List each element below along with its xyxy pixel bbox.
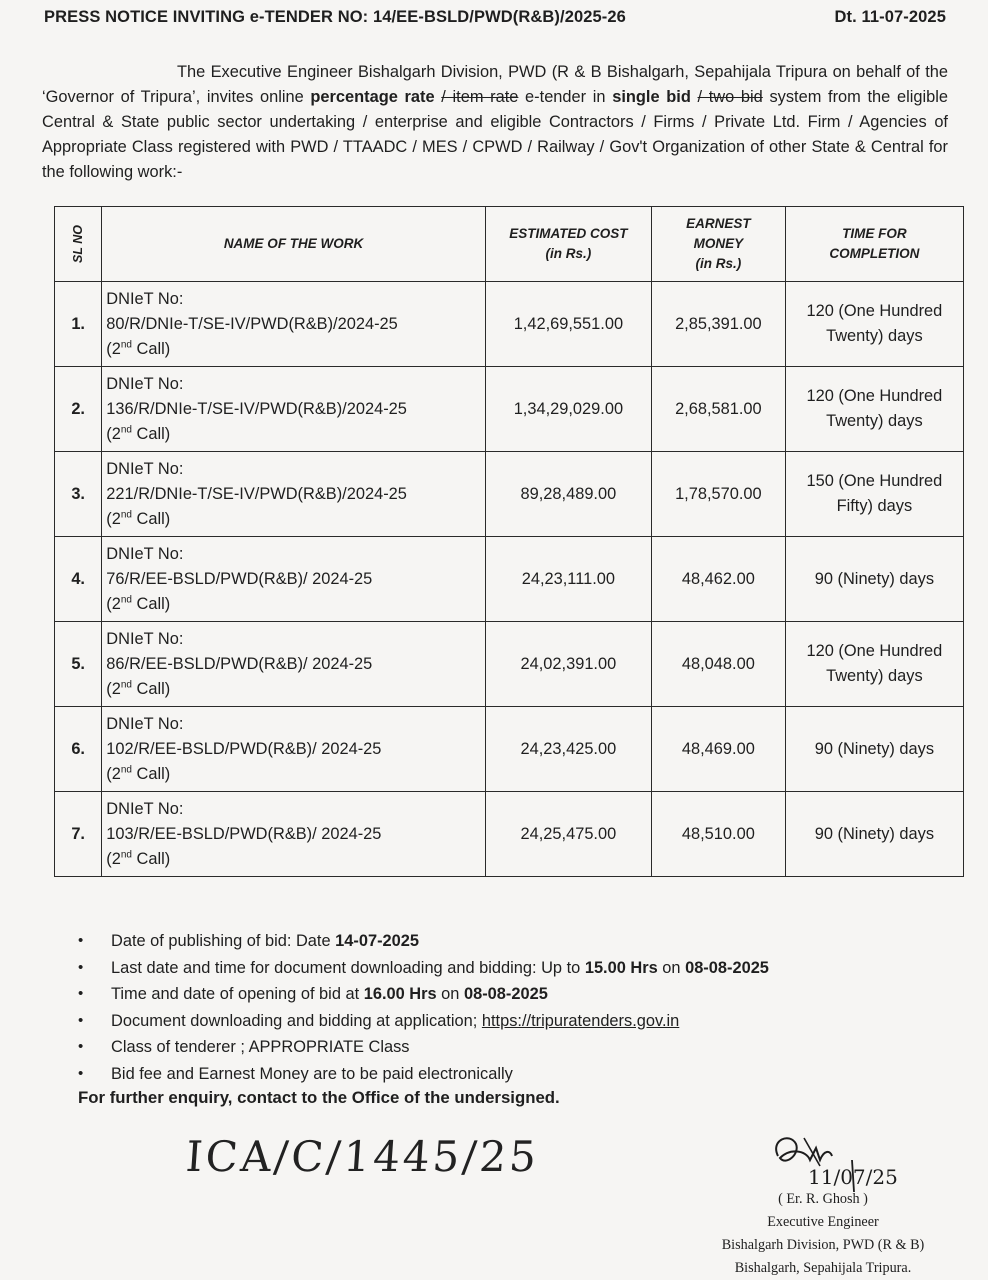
work-name-header: NAME OF THE WORK	[102, 207, 486, 282]
estimated-cost-cell: 24,25,475.00	[485, 792, 651, 877]
earnest-money-cell: 48,462.00	[651, 537, 785, 622]
table-row	[55, 452, 964, 537]
completion-time-header: TIME FOR COMPLETION	[785, 207, 963, 282]
table-row	[55, 282, 964, 367]
estimated-cost-cell: 24,02,391.00	[485, 622, 651, 707]
estimated-cost-header: ESTIMATED COST (in Rs.)	[485, 207, 651, 282]
completion-time-cell: 120 (One Hundred Twenty) days	[785, 367, 963, 452]
list-item: • Last date and time for document downloading and bidding: Up to 15.00 Hrs on 08-08-2025	[78, 955, 769, 982]
sl-no-cell: 3.	[55, 452, 102, 537]
completion-time-cell: 90 (Ninety) days	[785, 707, 963, 792]
bid-type: single bid	[612, 88, 691, 106]
earnest-money-header: EARNEST MONEY (in Rs.)	[651, 207, 785, 282]
list-item: • Date of publishing of bid: Date 14-07-2025	[78, 928, 769, 955]
sl-no-cell: 1.	[55, 282, 102, 367]
earnest-money-cell: 1,78,570.00	[651, 452, 785, 537]
table-row	[55, 792, 964, 877]
signatory-division: Bishalgarh Division, PWD (R & B)	[721, 1237, 925, 1253]
intro-paragraph	[42, 60, 948, 185]
signatory-name: ( Er. R. Ghosh )	[778, 1191, 868, 1207]
notice-date: Dt. 11-07-2025	[834, 8, 946, 26]
work-name-cell: DNIeT No: 86/R/EE-BSLD/PWD(R&B)/ 2024-25 (2nd Call)	[102, 622, 486, 707]
sl-no-cell: 7.	[55, 792, 102, 877]
work-name-cell: DNIeT No: 103/R/EE-BSLD/PWD(R&B)/ 2024-25 (2nd Call)	[102, 792, 486, 877]
estimated-cost-cell: 1,34,29,029.00	[485, 367, 651, 452]
notice-title: PRESS NOTICE INVITING e-TENDER NO: 14/EE-BSLD/PWD(R&B)/2025-26	[44, 8, 626, 26]
table-row	[55, 367, 964, 452]
earnest-money-cell: 48,048.00	[651, 622, 785, 707]
list-item: • Class of tenderer ; APPROPRIATE Class	[78, 1034, 769, 1061]
work-name-cell: DNIeT No: 221/R/DNIe-T/SE-IV/PWD(R&B)/2024-25 (2nd Call)	[102, 452, 486, 537]
signatory-place: Bishalgarh, Sepahijala Tripura.	[734, 1260, 912, 1276]
struck-item-rate: / item rate	[441, 88, 519, 106]
tender-portal-link[interactable]: https://tripuratenders.gov.in	[481, 1011, 680, 1030]
estimated-cost-cell: 24,23,111.00	[485, 537, 651, 622]
work-name-cell: DNIeT No: 76/R/EE-BSLD/PWD(R&B)/ 2024-25 (2nd Call)	[102, 537, 486, 622]
list-item: • Time and date of opening of bid at 16.00 Hrs on 08-08-2025	[78, 981, 769, 1008]
table-row	[55, 537, 964, 622]
earnest-money-cell: 2,85,391.00	[651, 282, 785, 367]
intro-text-3: system from the eligible Central & State public sector undertaking / enterprise and eligible Contractors / Firms / Private Ltd. Firm / Agencies of Appropriate Class registered with PWD / TTAADC / MES / CPWD / Railway / Gov't Organization of other State & Central for the following work:-	[42, 88, 948, 181]
completion-time-cell: 90 (Ninety) days	[785, 792, 963, 877]
works-table	[54, 206, 964, 877]
signatory-designation: Executive Engineer	[767, 1214, 879, 1230]
earnest-money-cell: 2,68,581.00	[651, 367, 785, 452]
sl-no-cell: 4.	[55, 537, 102, 622]
rate-type: percentage rate	[310, 88, 435, 106]
intro-text-2: e-tender in	[518, 88, 613, 106]
sl-no-cell: 2.	[55, 367, 102, 452]
work-name-cell: DNIeT No: 80/R/DNIe-T/SE-IV/PWD(R&B)/2024-25 (2nd Call)	[102, 282, 486, 367]
signature-mark	[760, 1126, 910, 1196]
estimated-cost-cell: 24,23,425.00	[485, 707, 651, 792]
estimated-cost-cell: 89,28,489.00	[485, 452, 651, 537]
work-name-cell: DNIeT No: 136/R/DNIe-T/SE-IV/PWD(R&B)/2024-25 (2nd Call)	[102, 367, 486, 452]
completion-time-cell: 90 (Ninety) days	[785, 537, 963, 622]
table-header-row	[55, 207, 964, 282]
sl-no-cell: 6.	[55, 707, 102, 792]
signature-date: 11/07/25	[808, 1165, 898, 1189]
list-item: • Bid fee and Earnest Money are to be paid electronically	[78, 1061, 769, 1088]
intro-text-1: The Executive Engineer Bishalgarh Division, PWD (R & B Bishalgarh, Sepahijala Tripura on behalf of the ‘Governor of Tripura’, invites online	[42, 63, 948, 106]
handwritten-reference: ICA/C/1445/25	[184, 1132, 541, 1181]
sl-no-cell: 5.	[55, 622, 102, 707]
tender-notes-list	[78, 928, 769, 1087]
earnest-money-cell: 48,510.00	[651, 792, 785, 877]
completion-time-cell: 120 (One Hundred Twenty) days	[785, 622, 963, 707]
notice-header	[44, 8, 946, 27]
completion-time-cell: 150 (One Hundred Fifty) days	[785, 452, 963, 537]
earnest-money-cell: 48,469.00	[651, 707, 785, 792]
sl-no-header: SL NO	[55, 207, 102, 282]
estimated-cost-cell: 1,42,69,551.00	[485, 282, 651, 367]
completion-time-cell: 120 (One Hundred Twenty) days	[785, 282, 963, 367]
signature-block	[668, 1188, 978, 1280]
list-item: • Document downloading and bidding at application; https://tripuratenders.gov.in	[78, 1008, 769, 1035]
enquiry-note: For further enquiry, contact to the Office of the undersigned.	[78, 1088, 560, 1107]
table-row	[55, 622, 964, 707]
work-name-cell: DNIeT No: 102/R/EE-BSLD/PWD(R&B)/ 2024-25 (2nd Call)	[102, 707, 486, 792]
struck-two-bid: / two bid	[697, 88, 763, 106]
table-row	[55, 707, 964, 792]
